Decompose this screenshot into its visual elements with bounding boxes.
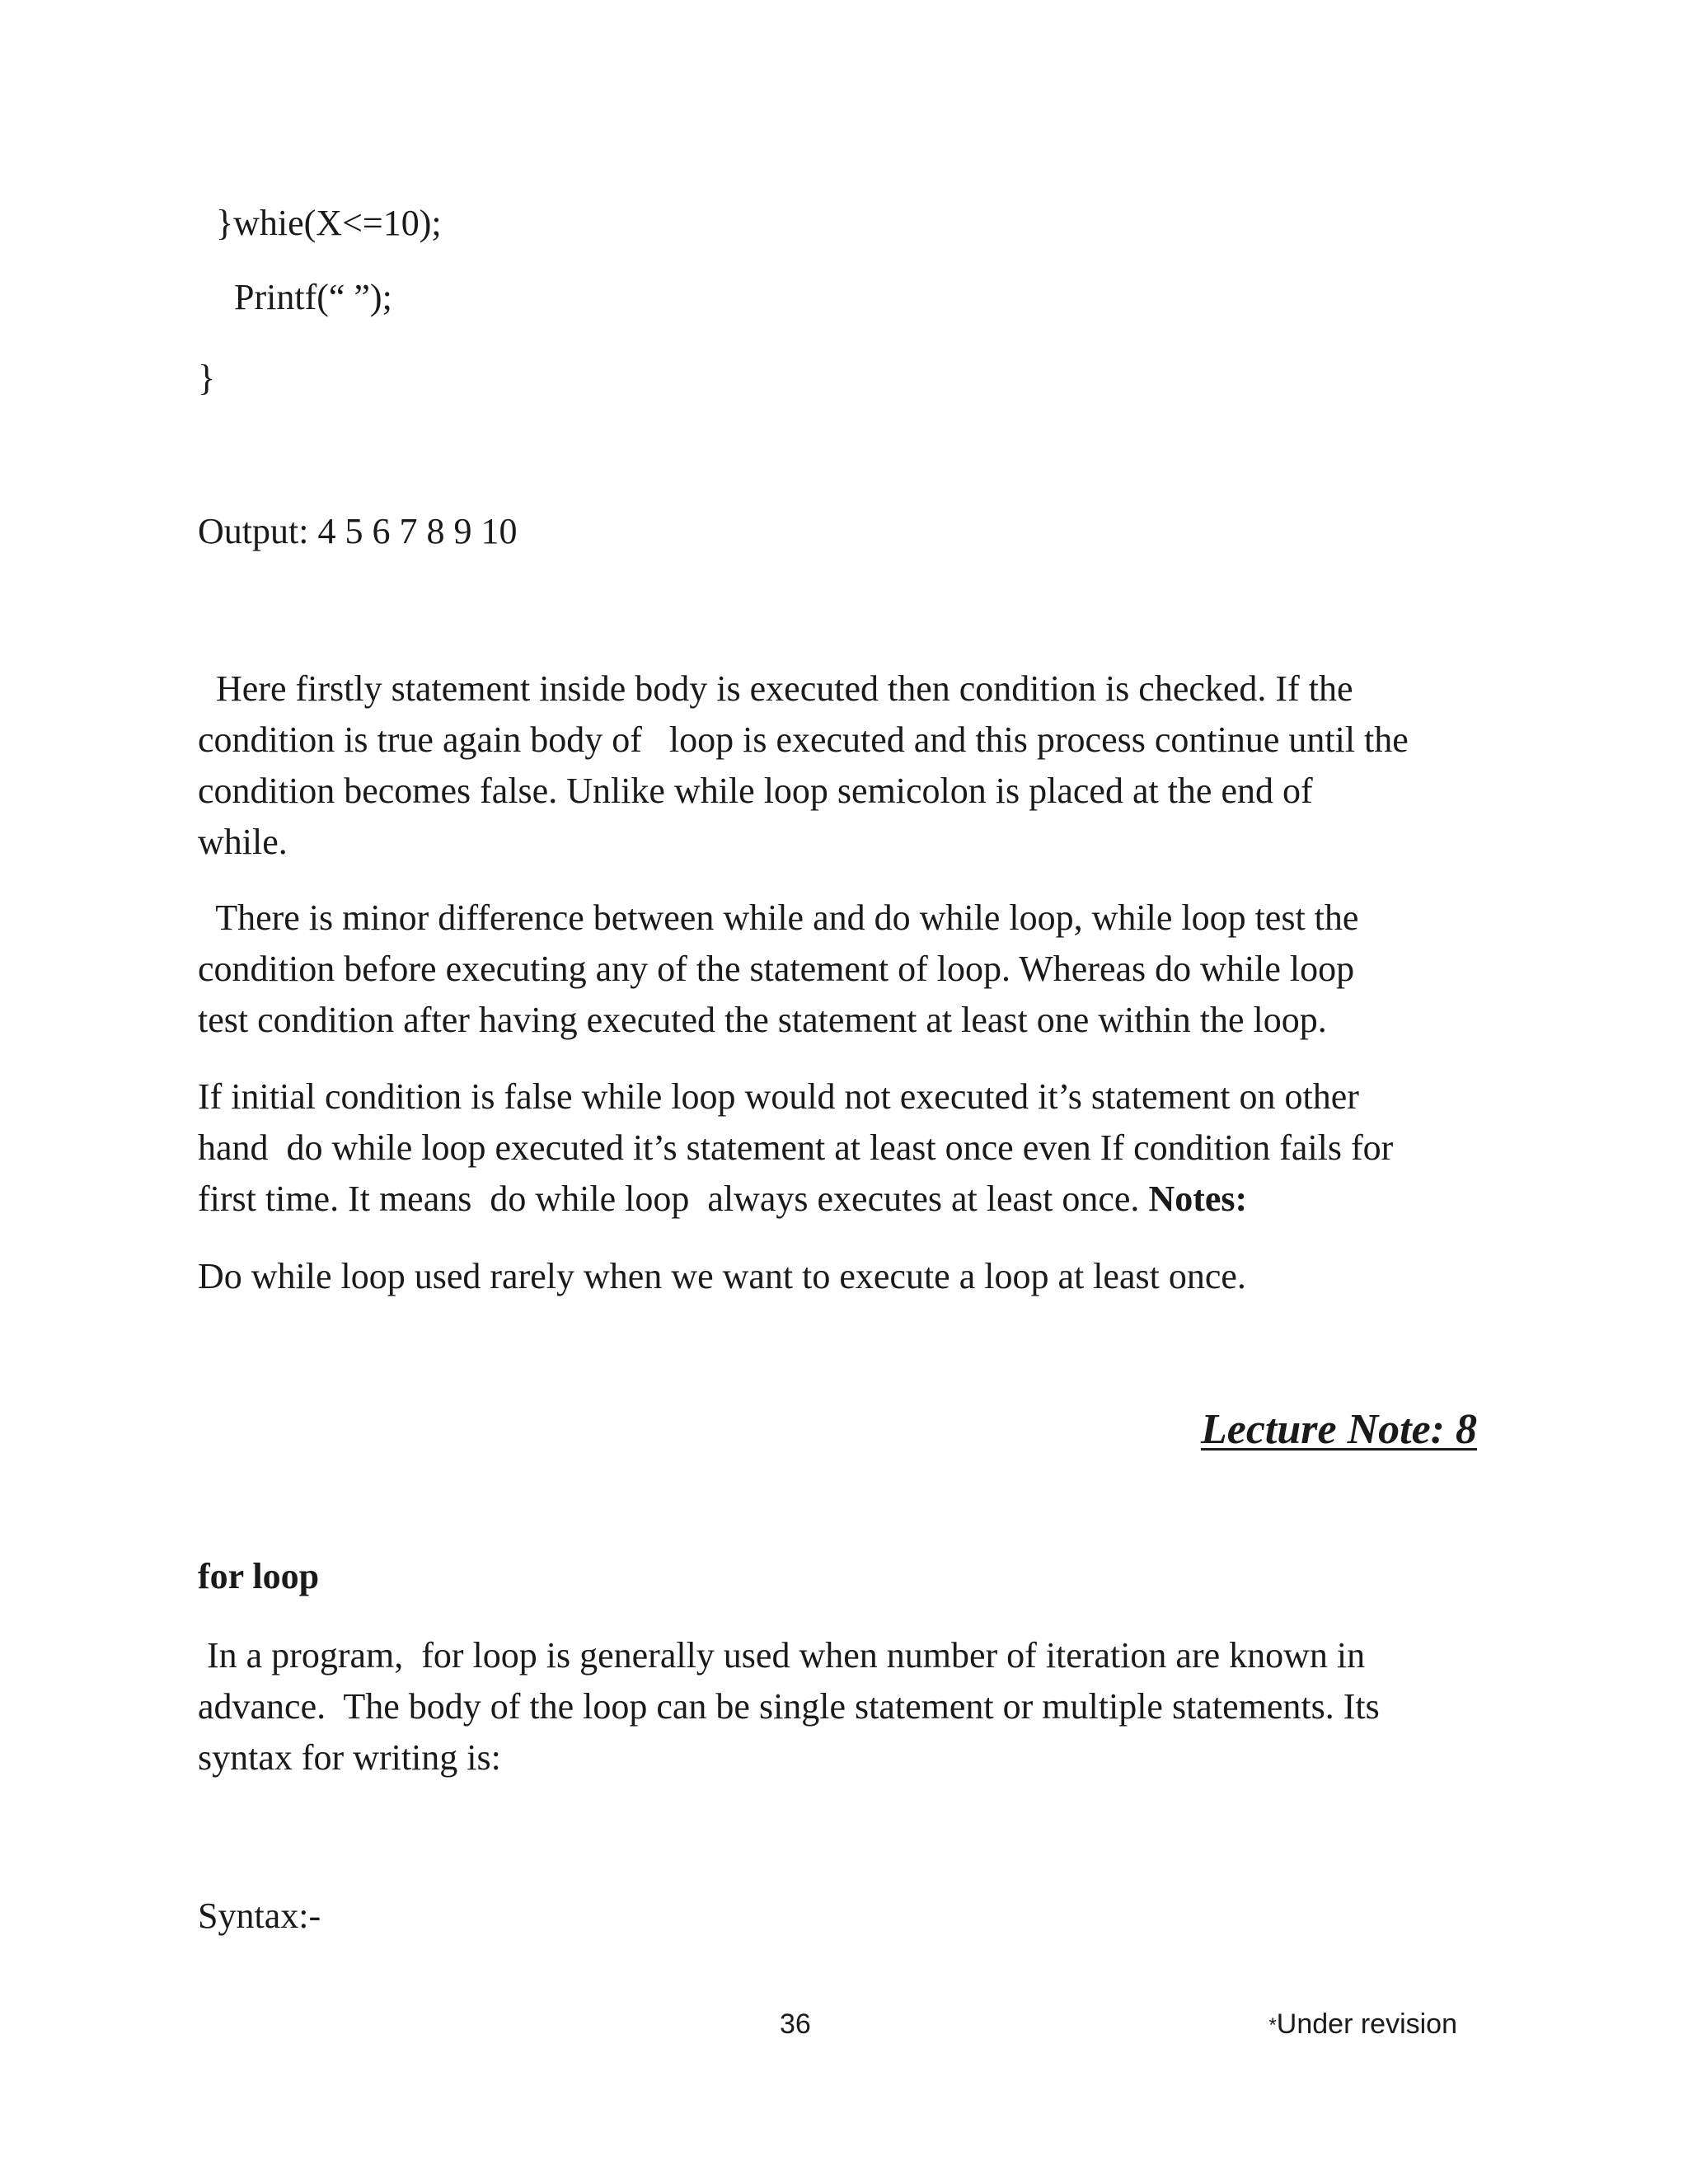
paragraph-difference — [198, 893, 1517, 1046]
code-line-printf: Printf(“ ”); — [234, 277, 392, 317]
text-line: hand do while loop executed it’s statement at least once even If condition fails for — [198, 1127, 1394, 1168]
text-line: condition is true again body of loop is executed and this process continue until the — [198, 719, 1409, 760]
notes-label: Notes: — [1148, 1179, 1248, 1219]
text-line: If initial condition is false while loop would not executed it’s statement on other — [198, 1076, 1359, 1117]
code-line-closing-brace: } — [198, 358, 216, 398]
paragraph-usage-note: Do while loop used rarely when we want to execute a loop at least once. — [198, 1256, 1246, 1296]
text-line: In a program, for loop is generally used when number of iteration are known in — [198, 1635, 1366, 1675]
text-line: syntax for writing is: — [198, 1737, 501, 1778]
text-line: condition becomes false. Unlike while loop semicolon is placed at the end of — [198, 771, 1313, 811]
text-line: There is minor difference between while and do while loop, while loop test the — [198, 898, 1359, 938]
paragraph-do-while-explanation — [198, 663, 1517, 868]
revision-star: * — [1268, 2014, 1277, 2037]
text-line-content: first time. It means do while loop always executes at least once. — [198, 1179, 1149, 1219]
syntax-label: Syntax:- — [198, 1896, 321, 1936]
text-line: test condition after having executed the statement at least one within the loop. — [198, 1000, 1327, 1040]
page-number: 36 — [780, 2008, 811, 2040]
text-line: advance. The body of the loop can be single statement or multiple statements. Its — [198, 1686, 1380, 1727]
code-line-while: }whie(X<=10); — [216, 203, 442, 243]
text-line: while. — [198, 822, 288, 862]
revision-text: Under revision — [1276, 2008, 1457, 2040]
text-line — [198, 1174, 1517, 1225]
section-heading-for-loop: for loop — [198, 1556, 320, 1596]
lecture-note-heading: Lecture Note: 8 — [1200, 1406, 1477, 1453]
paragraph-for-loop-intro — [198, 1630, 1517, 1783]
revision-note — [1268, 2006, 1457, 2044]
paragraph-initial-condition — [198, 1071, 1517, 1225]
text-line: condition before executing any of the statement of loop. Whereas do while loop — [198, 949, 1355, 989]
text-line: Here firstly statement inside body is executed then condition is checked. If the — [198, 668, 1353, 709]
output-line: Output: 4 5 6 7 8 9 10 — [198, 511, 518, 551]
